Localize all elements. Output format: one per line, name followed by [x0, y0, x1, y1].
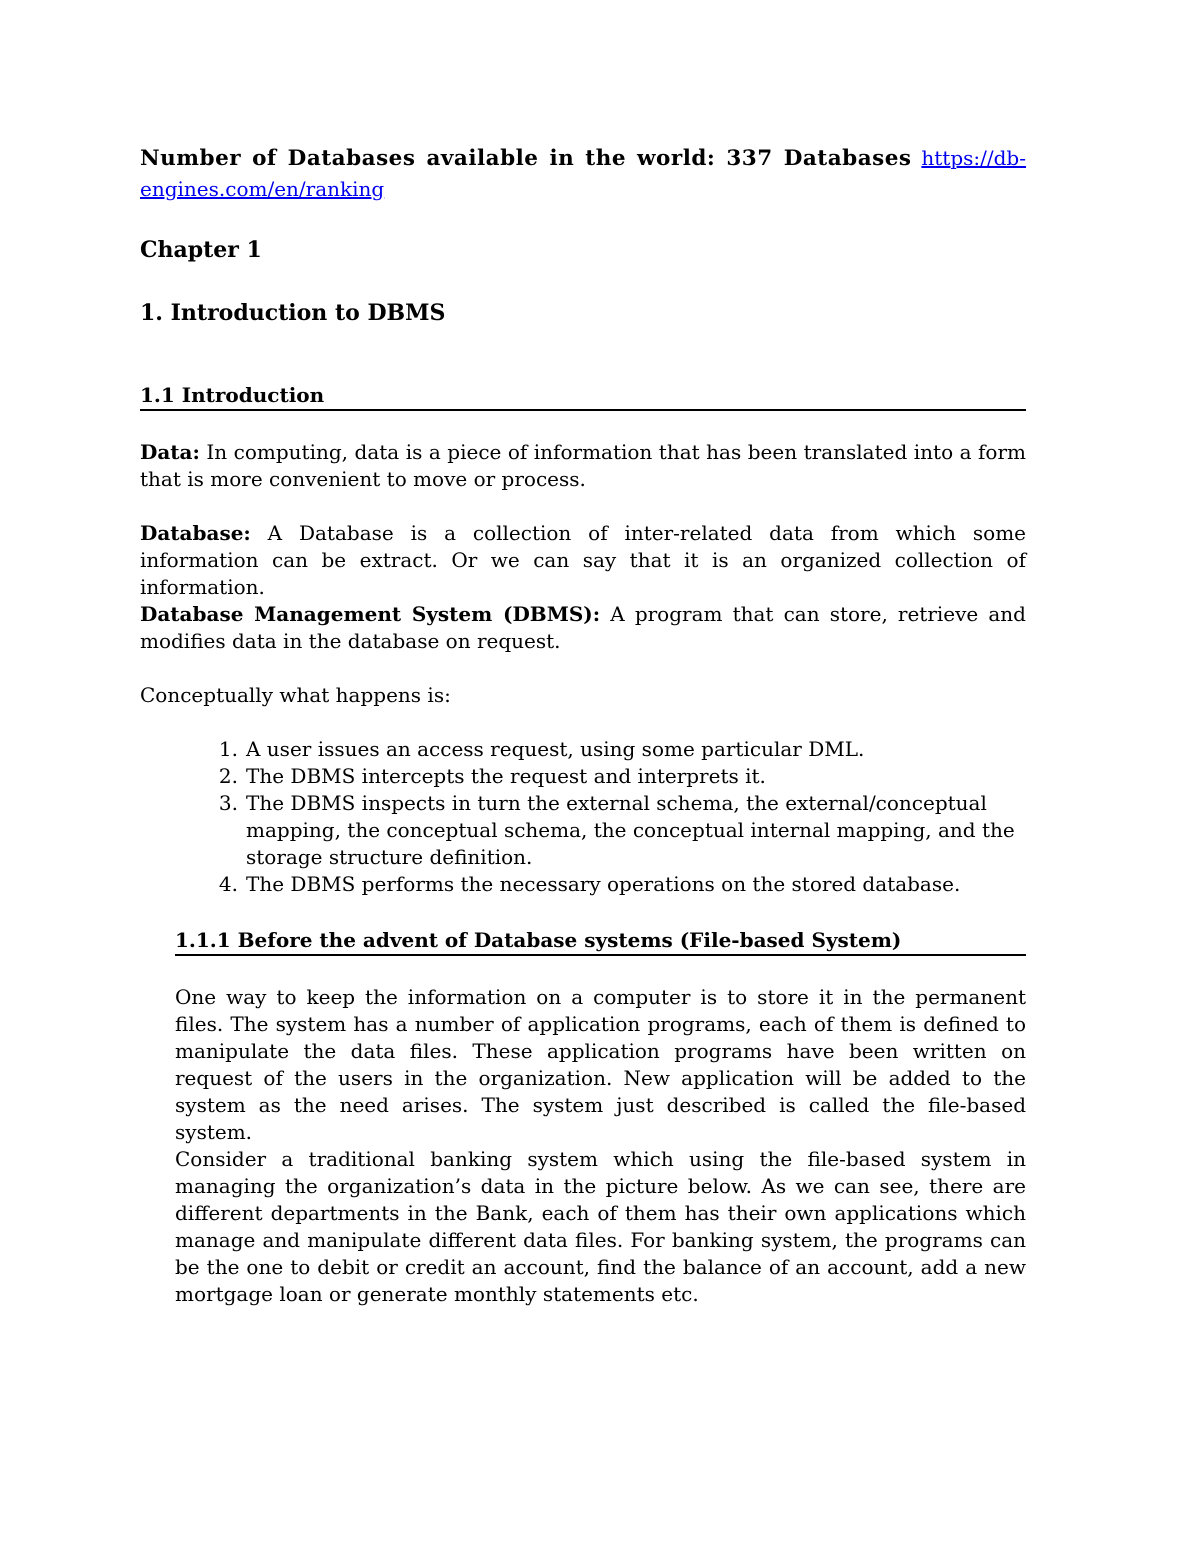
- list-item: [214, 763, 1026, 790]
- database-count-line: [140, 143, 1026, 205]
- definition-term: Data:: [140, 440, 200, 464]
- list-item-number: 4.: [218, 872, 238, 896]
- definition-text: In computing, data is a piece of information that has been translated into a form that is more convenient to move or process.: [140, 440, 1026, 491]
- file-based-paragraph-2: Consider a traditional banking system which using the file-based system in managing the organization’s data in the picture below. As we can see, there are different departments in the Bank, each of them has their own applications which manage and manipulate different data files. For banking system, the programs can be the one to debit or credit an account, find the balance of an account, add a new mortgage loan or generate monthly statements etc.: [175, 1147, 1026, 1306]
- definition-dbms: [140, 601, 1026, 655]
- subsection-heading: 1.1 Introduction: [140, 381, 1026, 411]
- list-item-text: The DBMS inspects in turn the external schema, the external/conceptual mapping, the conceptual schema, the conceptual internal mapping, and the storage structure definition.: [246, 791, 1015, 869]
- list-item-text: A user issues an access request, using some particular DML.: [246, 737, 865, 761]
- definition-term: Database:: [140, 521, 251, 545]
- list-item-text: The DBMS performs the necessary operations on the stored database.: [246, 872, 961, 896]
- definition-database: [140, 520, 1026, 601]
- concept-intro: Conceptually what happens is:: [140, 683, 451, 707]
- definition-data: [140, 439, 1026, 493]
- db-engines-ranking-link[interactable]: https://db-engines.com/en/ranking: [140, 146, 1026, 201]
- list-item: [214, 790, 1026, 871]
- chapter-heading: Chapter 1: [140, 237, 262, 263]
- list-item-number: 3.: [218, 791, 238, 815]
- steps-list: [214, 736, 1026, 898]
- definition-term: Database Management System (DBMS):: [140, 602, 601, 626]
- list-item-number: 1.: [218, 737, 238, 761]
- section-heading: 1. Introduction to DBMS: [140, 300, 446, 326]
- list-item-text: The DBMS intercepts the request and interprets it.: [246, 764, 766, 788]
- database-count-label: Number of Databases available in the world: 337 Databases: [140, 146, 912, 171]
- subsubsection-heading: 1.1.1 Before the advent of Database systems (File-based System): [175, 926, 1026, 956]
- list-item: [214, 736, 1026, 763]
- file-based-paragraph-1: One way to keep the information on a computer is to store it in the permanent files. The system has a number of application programs, each of them is defined to manipulate the data files. These application programs have been written on request of the users in the organization. New application will be added to the system as the need arises. The system just described is called the file-based system.: [175, 985, 1026, 1144]
- list-item: [214, 871, 1026, 898]
- definition-text: A Database is a collection of inter-related data from which some information can be extract. Or we can say that it is an organized collection of information.: [140, 521, 1026, 599]
- list-item-number: 2.: [218, 764, 238, 788]
- definition-text: A program that can store, retrieve and modifies data in the database on request.: [140, 602, 1026, 653]
